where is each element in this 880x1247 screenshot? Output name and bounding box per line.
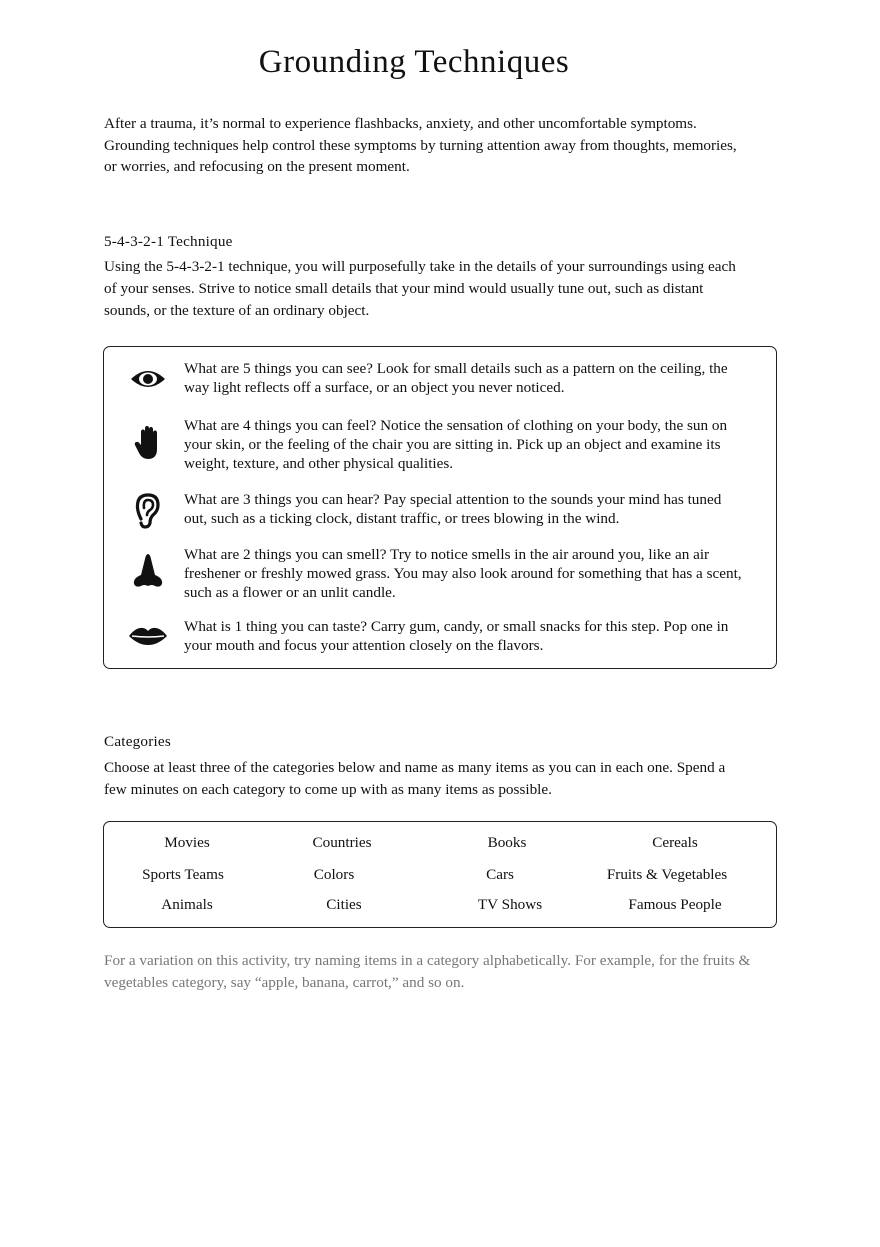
eye-icon bbox=[124, 359, 172, 399]
variation-note: For a variation on this activity, try naming items in a category alphabetically. For example, for the fruits & vegetables category, say “apple, banana, carrot,” and so on. bbox=[104, 952, 751, 991]
intro-paragraph: After a trauma, it’s normal to experience flashbacks, anxiety, and other uncomfortable symptoms. Grounding techniques help control these symptoms by turning attention away from thoughts, memories, or worries, and refocusing on the present moment. bbox=[104, 115, 737, 176]
sense-text-see: What are 5 things you can see? Look for small details such as a pattern on the ceiling, the way light reflects off a surface, or an object you never noticed. bbox=[184, 360, 728, 396]
sense-row-see bbox=[104, 359, 776, 399]
sense-text-feel: What are 4 things you can feel? Notice the sensation of clothing on your body, the sun on your skin, or the feeling of the chair you are sitting in. Pick up an object and examine its weight, texture, and other physical qualities. bbox=[184, 417, 728, 472]
category-item: Colors bbox=[313, 866, 355, 883]
category-item: TV Shows bbox=[477, 896, 543, 913]
category-item: Countries bbox=[312, 834, 372, 851]
category-item: Famous People bbox=[628, 896, 722, 913]
sense-row-taste bbox=[104, 618, 776, 658]
sense-row-hear bbox=[104, 491, 776, 531]
sense-row-smell bbox=[104, 546, 776, 606]
category-item: Books bbox=[487, 834, 527, 851]
sense-text-smell: What are 2 things you can smell? Try to notice smells in the air around you, like an air freshener or freshly mowed grass. You may also look around for something that has a scent, such as a flower or an unlit candle. bbox=[184, 546, 742, 601]
technique-heading: 5-4-3-2-1 Technique bbox=[104, 233, 233, 250]
category-item: Sports Teams bbox=[142, 866, 224, 883]
hand-icon bbox=[124, 423, 172, 463]
sense-text-hear: What are 3 things you can hear? Pay special attention to the sounds your mind has tuned out, such as a ticking clock, distant traffic, or trees blowing in the wind. bbox=[184, 491, 722, 527]
category-item: Animals bbox=[161, 896, 213, 913]
ear-icon bbox=[124, 491, 172, 531]
lips-icon bbox=[124, 616, 172, 656]
category-item: Cars bbox=[486, 866, 514, 883]
sense-row-feel bbox=[104, 417, 776, 477]
technique-description: Using the 5-4-3-2-1 technique, you will purposefully take in the details of your surroundings using each of your senses. Strive to notice small details that your mind would usually tune out, such as distant sounds, or the texture of an ordinary object. bbox=[104, 258, 736, 319]
categories-box bbox=[103, 821, 777, 928]
categories-description: Choose at least three of the categories below and name as many items as you can in each one. Spend a few minutes on each category to come up with as many items as possible. bbox=[104, 759, 726, 798]
senses-box bbox=[103, 346, 777, 669]
category-item: Cereals bbox=[652, 834, 698, 851]
nose-icon bbox=[124, 551, 172, 591]
page-title: Grounding Techniques bbox=[258, 44, 570, 80]
sense-text-taste: What is 1 thing you can taste? Carry gum, candy, or small snacks for this step. Pop one in your mouth and focus your attention closely on the flavors. bbox=[184, 618, 729, 654]
category-item: Cities bbox=[326, 896, 362, 913]
categories-heading: Categories bbox=[104, 733, 171, 750]
category-item: Fruits & Vegetables bbox=[606, 866, 728, 883]
category-item: Movies bbox=[164, 834, 210, 851]
